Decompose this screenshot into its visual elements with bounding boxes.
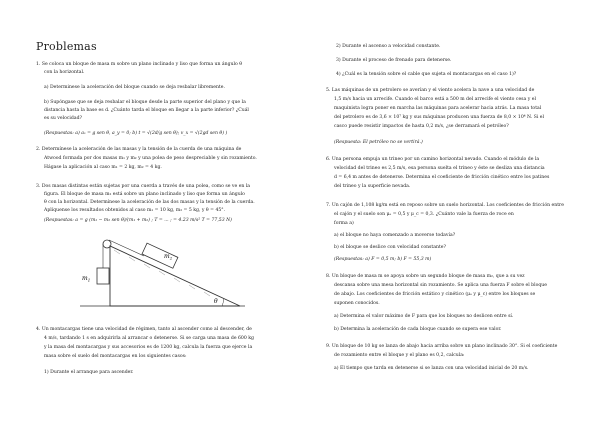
problem-9a: a) El tiempo que tarda en detenerse si se lanza con una velocidad inicial de 20 m/s. xyxy=(334,366,529,371)
block-m1 xyxy=(97,268,109,284)
problem-1-answers: (Respuestas: a) aₓ = g sen θ, a_y = 0; b) t = √(2d/g sen θ); v_x = √(2gd sen θ) ) xyxy=(44,131,228,136)
problem-7a: a) el bloque no haya comenzado a moverse todavía? xyxy=(334,233,456,238)
problem-4-case-1: 1) Durante el arranque para ascender. xyxy=(44,370,134,375)
problem-8-line-4: suponen conocidos. xyxy=(334,301,380,306)
problem-4-line-1: 4. Un montacargas tiene una velocidad de régimen, tanto al ascender como al descender, de xyxy=(36,327,252,332)
problem-9-line-2: de rozamiento entre el bloque y el plano es 0,2, calcula: xyxy=(334,353,465,358)
problem-7-line-1: 7. Un cajón de 1,108 kg/m está en reposo sobre un suelo horizontal. Los coeficientes de fricción entre xyxy=(326,203,564,208)
problem-8-line-2: descansa sobre una mesa horizontal sin rozamiento. Se aplica una fuerza F sobre el bloque xyxy=(334,283,547,288)
problem-1b-line-2: distancia hasta la base es d. ¿Cuánto tarda el bloque en llegar a la parte inferior? ¿Cuál xyxy=(44,108,249,113)
problem-3-line-2: figura. El bloque de masa m₂ está sobre un plano inclinado y liso que forma un ángulo xyxy=(44,192,245,197)
problem-8a: a) Determina el valor máximo de F para que los bloques no deslicen entre sí. xyxy=(334,314,514,319)
problem-2-line-1: 2. Determínese la aceleración de las masas y la tensión de la cuerda de una máquina de xyxy=(36,147,242,152)
problem-5-line-2: 1,5 m/s hacia un arrecife. Cuando el barco está a 500 m del arrecife el viento cesa y el xyxy=(334,97,536,102)
problem-1b-line-1: b) Supóngase que se deja resbalar el bloque desde la parte superior del plano y que la xyxy=(44,100,246,105)
problem-5-answer: (Respuesta: El petróleo no se vertirá.) xyxy=(334,140,423,145)
problem-8-line-1: 8. Un bloque de masa m se apoya sobre un segundo bloque de masa m₂, que a su vez xyxy=(326,274,525,279)
incline-hatch xyxy=(114,250,210,296)
problem-3-line-4: Aplíquense los resultados obtenidos al caso m₁ = 10 kg, m₂ = 5 kg, y θ = 45°. xyxy=(44,208,226,213)
page-title: Problemas xyxy=(36,40,97,53)
problem-7b: b) el bloque se deslice con velocidad constante? xyxy=(334,245,446,250)
problem-5-line-3: maquinista logra poner en marcha las máquinas para acelerar hacia atrás. La masa total xyxy=(334,106,542,111)
block-m2 xyxy=(142,243,178,268)
problem-6-line-2: velocidad del trineo es 2,5 m/s, esa persona suelta el trineo y éste se desliza una distancia xyxy=(334,166,545,171)
incline-plane xyxy=(110,246,240,306)
problem-8-line-3: de abajo. Los coeficientes de fricción estático y cinético (μₑ y μ_c) entre los bloques se xyxy=(334,292,536,297)
angle-arc xyxy=(222,299,224,306)
incline-pulley-figure xyxy=(80,232,250,310)
problem-9-line-1: 9. Un bloque de 10 kg se lanza de abajo hacia arriba sobre un plano inclinado 30°. Si el coeficiente xyxy=(326,344,558,349)
problem-4-case-2: 2) Durante el ascenso a velocidad constante. xyxy=(336,44,441,49)
problem-7-answers: (Respuestas: a) F = 0,5 m; b) F = 55,3 m) xyxy=(334,257,432,262)
problem-4-case-3: 3) Durante el proceso de frenado para detenerse. xyxy=(336,58,452,63)
problem-3-answers: (Respuestas: a = g (m₁ − m₂ sen θ)/(m₁ + m₂) ; T = ... ; = 4.23 m/s² T = 77,53 N) xyxy=(44,218,232,223)
problem-1-line-2: con la horizontal. xyxy=(44,70,85,75)
problem-1b-line-3: es su velocidad? xyxy=(44,116,82,121)
problem-7-line-2: el cajón y el suelo son μₑ = 0,5 y μ_c = 0,3. ¿Cuánto vale la fuerza de roce en xyxy=(334,212,514,217)
problem-4-line-3: y la masa del montacargas y sus accesorios es de 1200 kg, calcula la fuerza que ejerce la xyxy=(44,345,253,350)
pulley xyxy=(103,240,111,248)
problem-4-line-2: 4 m/s, tardando 1 s en adquirirla al arrancar o detenerse. Si se carga una masa de 600 kg xyxy=(44,336,254,341)
problem-5-line-1: 5. Las máquinas de un petrolero se averían y el viento acelera la nave a una velocidad de xyxy=(326,88,535,93)
problem-6-line-1: 6. Una persona empuja un trineo por un camino horizontal nevado. Cuando el módulo de la xyxy=(326,157,540,162)
problem-2-line-2: Atwood formada por dos masas m₁ y m₂ y una polea de peso despreciable y sin rozamiento. xyxy=(44,156,257,161)
problem-5-line-4: del petrolero es de 3,6 × 10⁷ kg y sus máquinas producen una fuerza de 8,0 × 10⁴ N. Si el xyxy=(334,115,544,120)
label-m1: $m_1$ xyxy=(82,275,91,283)
problem-4-line-4: masa sobre el suelo del montacargas en los siguientes casos: xyxy=(44,354,187,359)
problem-3-line-3: θ con la horizontal. Determínese la aceleración de las dos masas y la tensión de la cuerda. xyxy=(44,200,255,205)
problem-5-line-5: casco puede resistir impactos de hasta 0,2 m/s, ¿se derramará el petróleo? xyxy=(334,124,509,129)
label-theta: θ xyxy=(214,298,218,305)
problem-7-line-3: forma a) xyxy=(334,221,354,226)
problem-6-line-3: d = 6,4 m antes de detenerse. Determina el coeficiente de fricción cinético entre los patines xyxy=(334,175,550,180)
problem-2-line-3: Hágase la aplicación al caso m₁ = 2 kg, m₂ = 4 kg. xyxy=(44,165,162,170)
problem-6-line-4: del trineo y la superficie nevada. xyxy=(334,184,411,189)
problem-3-line-1: 3. Dos masas distintas están sujetas por una cuerda a través de una polea, como se ve en la xyxy=(36,184,251,189)
problem-1a: a) Determinese la aceleración del bloque cuando se deja resbalar libremente. xyxy=(44,85,225,90)
problem-8b: b) Determina la aceleración de cada bloque cuando se supera ese valor. xyxy=(334,327,502,332)
label-m2: $m_2$ xyxy=(164,253,173,261)
problem-1-line-1: 1. Se coloca un bloque de masa m sobre un plano inclinado y liso que forma un ángulo θ xyxy=(36,62,242,67)
problem-4-case-4: 4) ¿Cuál es la tensión sobre el cable que sujeta el montacargas en el caso 1)? xyxy=(336,72,517,77)
